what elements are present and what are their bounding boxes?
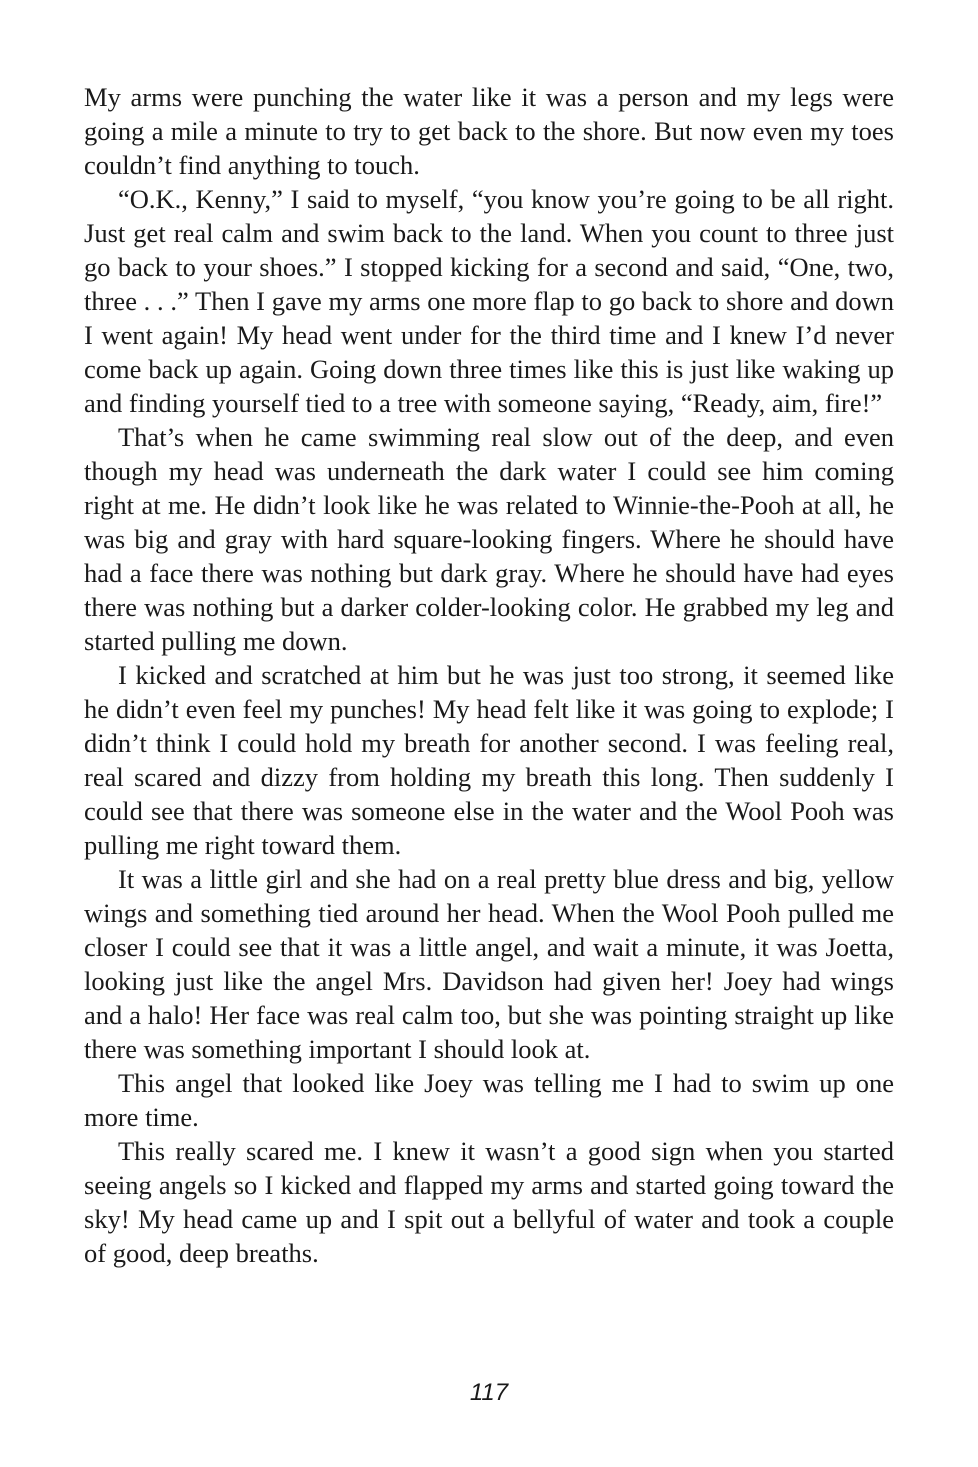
paragraph-6: This angel that looked like Joey was telling me I had to swim up one more time. — [84, 1068, 894, 1132]
paragraph-7: This really scared me. I knew it wasn’t a good sign when you started seeing angels so I kicked and flapped my arms and started going toward the sky! My head came up and I spit out a bellyful of water and took a couple of good, deep breaths. — [84, 1136, 894, 1268]
paragraph-5: It was a little girl and she had on a real pretty blue dress and big, yellow wings and something tied around her head. When the Wool Pooh pulled me closer I could see that it was a little angel, and wait a minute, it was Joetta, looking just like the angel Mrs. Davidson had given her! Joey had wings and a halo! Her face was real calm too, but she was pointing straight up like there was something important I should look at. — [84, 864, 894, 1064]
body-text — [84, 80, 894, 1270]
paragraph-1: My arms were punching the water like it was a person and my legs were going a mile a minute to try to get back to the shore. But now even my toes couldn’t find anything to touch. — [84, 82, 894, 180]
paragraph-4: I kicked and scratched at him but he was just too strong, it seemed like he didn’t even feel my punches! My head felt like it was going to explode; I didn’t think I could hold my breath for another second. I was feeling real, real scared and dizzy from holding my breath this long. Then suddenly I could see that there was someone else in the water and the Wool Pooh was pulling me right toward them. — [84, 660, 894, 860]
page-number: 117 — [469, 1379, 509, 1406]
paragraph-2: “O.K., Kenny,” I said to myself, “you know you’re going to be all right. Just get real calm and swim back to the land. When you count to three just go back to your shoes.” I stopped kicking for a second and said, “One, two, three . . .” Then I gave my arms one more flap to go back to shore and down I went again! My head went under for the third time and I knew I’d never come back up again. Going down three times like this is just like waking up and finding yourself tied to a tree with someone saying, “Ready, aim, fire!” — [84, 184, 894, 418]
paragraph-3: That’s when he came swimming real slow out of the deep, and even though my head was underneath the dark water I could see him coming right at me. He didn’t look like he was related to Winnie-the-Pooh at all, he was big and gray with hard square-looking fingers. Where he should have had a face there was nothing but dark gray. Where he should have had eyes there was nothing but a darker colder-looking color. He grabbed my leg and started pulling me down. — [84, 422, 894, 656]
